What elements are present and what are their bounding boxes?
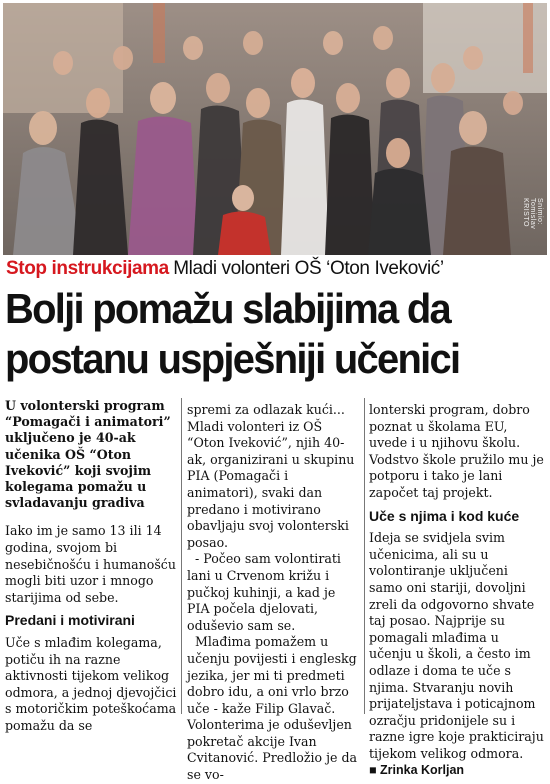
kicker: Stop instrukcijama [6,258,169,279]
paragraph: Mlađima pomažem u učenju povijesti i engleskg jezika, jer mi ti predmeti dobro idu, a oni vrlo brzo uče - kaže Filip Glavač. [187,634,357,716]
article-column-1 [5,398,177,735]
paragraph: Ideja se svidjela svim učenicima, ali su u volontiranje uključeni samo oni stariji, dovoljni zreli da odgovorno shvate taj posao. Najprije su pomagali mlađima u učenju u školi, a često im odlaze i doma te uče s njima. Stvaranju novih prijateljstava i poticajnom ozračju pridonijele su i razne igre koje prakticiraju tijekom velikog odmora. [369,530,544,761]
subheading: Uče s njima i kod kuće [369,507,520,524]
article-column-2 [187,402,360,784]
author-byline: ■ Zrinka Korljan [369,763,465,778]
paragraph: Uče s mlađim kolegama, potiču ih na razne aktivnosti tijekom velikog odmora, a jednoj djevojčici s motoričkim poteškoćama pomažu da se [5,634,177,733]
headline-line-1: Bolji pomažu slabijima da [5,285,451,332]
lead-paragraph: U volonterski program “Pomagači i animatori” uključeno je 40-ak učenika OŠ “Oton Iveković” koji svojim kolegama pomažu u svladavanju gradiva [5,398,171,511]
group-photo [3,3,547,255]
headline-line-2: postanu uspješniji učenici [5,335,460,382]
paragraph: lonterski program, dobro poznat u školama EU, uvede i u njihovu školu. Vodstvo škole pružilo mu je potporu i tako je lani započet taj projekt. [369,402,544,500]
paragraph: Volonterima je oduševljen pokretač akcije Ivan Cvitanović. Predložio je da se vo- [187,717,358,783]
paragraph: Iako im je samo 13 ili 14 godina, svojom bi nesebičnošću i humanošću mogli biti uzor i mnogo starijima od sebe. [5,523,176,605]
article-column-3 [369,402,545,779]
subheading: Predani i motivirani [5,612,135,629]
headline [5,284,520,384]
photo-credit: Snimio: Tomislav KRISTO [522,198,543,230]
kicker-line [6,258,546,284]
group-photo-illustration [3,3,547,255]
column-divider [364,398,365,714]
column-divider [181,398,182,714]
subhead: Mladi volonteri OŠ ‘Oton Iveković’ [173,258,444,279]
paragraph: - Počeo sam volontirati lani u Crvenom križu i pučkoj kuhinji, a kad je PIA počela djelovati, oduševio sam se. [187,551,341,633]
paragraph: spremi za odlazak kući... Mladi volonteri iz OŠ “Oton Iveković”, njih 40-ak, organizirani u skupinu PIA (Pomagači i animatori), svaki dan predano i motivirano obavljaju svoj volonterski posao. [187,402,355,550]
